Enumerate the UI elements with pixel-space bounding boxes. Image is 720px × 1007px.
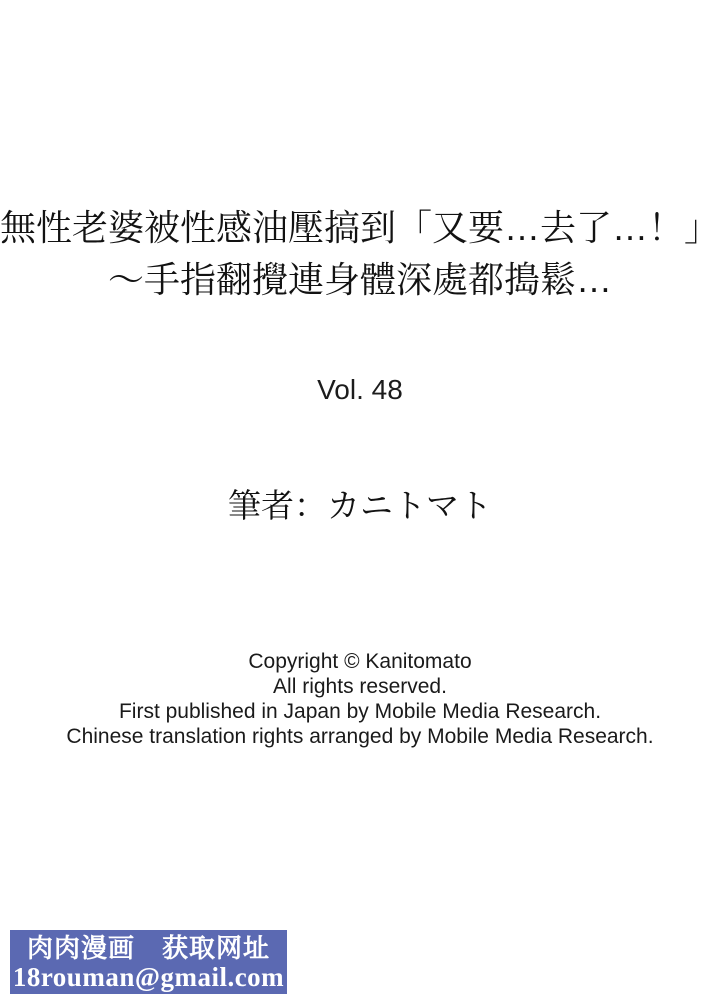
copyright-line-holder: Copyright © Kanitomato (248, 650, 472, 673)
series-title-line2: ～手指翻攪連身體深處都搗鬆… (107, 259, 612, 300)
copyright-line-rights: All rights reserved. (273, 675, 447, 698)
copyright-line-translation: Chinese translation rights arranged by Mobile Media Research. (66, 725, 654, 748)
copyright-line-publisher: First published in Japan by Mobile Media Research. (118, 700, 602, 723)
series-title-line1: 無性老婆被性感油壓搞到「又要…去了…！」 (0, 207, 720, 248)
series-title (0, 202, 720, 306)
watermark-banner (10, 930, 287, 994)
watermark-email: 18rouman@gmail.com (12, 962, 285, 992)
watermark-site-name: 肉肉漫画 获取网址 (26, 933, 270, 963)
author-line: 筆者：カニトマト (228, 487, 492, 524)
volume-label: Vol. 48 (317, 374, 403, 405)
copyright-block (0, 649, 720, 749)
